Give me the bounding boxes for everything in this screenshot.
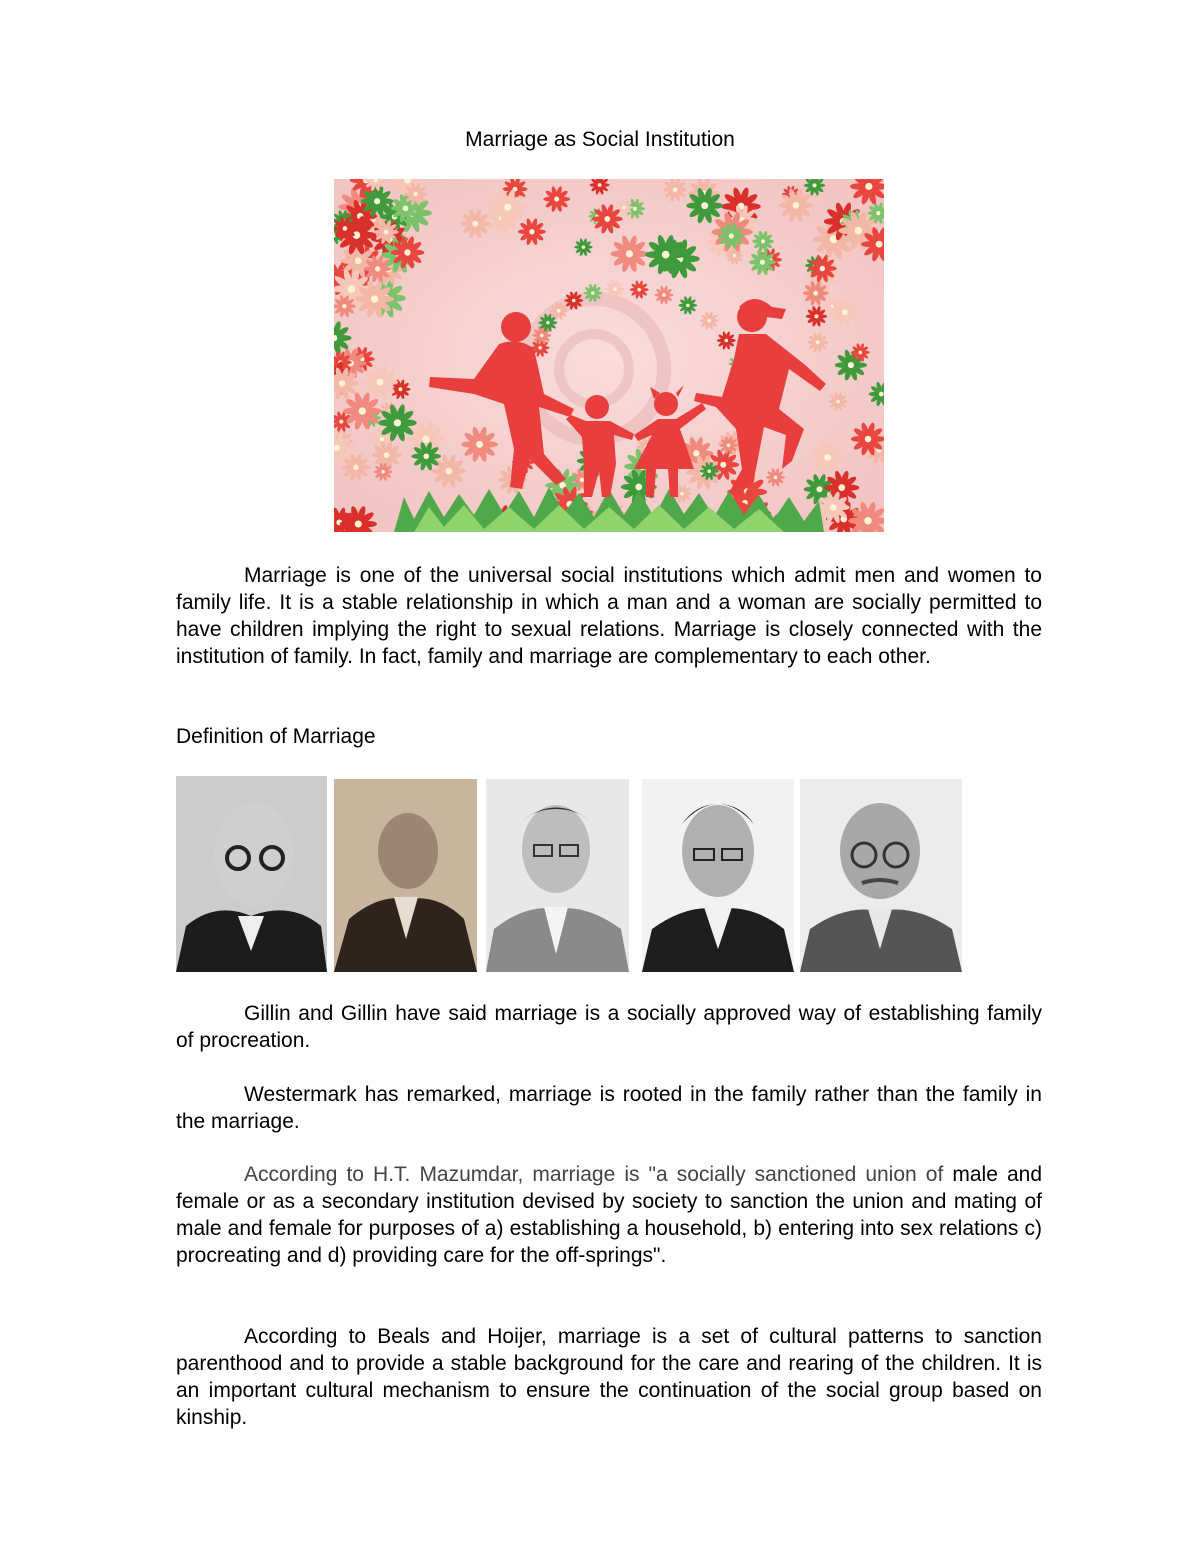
- portrait-photo-2: [334, 779, 477, 972]
- portrait-photo-3: [486, 779, 629, 972]
- gillin-paragraph: [176, 1000, 1042, 1054]
- section-heading: Definition of Marriage: [176, 725, 376, 748]
- beals-text: According to Beals and Hoijer, marriage is a set of cultural patterns to sanction parenthood and to provide a stable background for the care and rearing of the children. It is an important cultural mechanism to ensure the continuation of the social group based on kinship.: [176, 1325, 1042, 1429]
- mazumdar-lead-text: According to H.T. Mazumdar, marriage is "a socially sanctioned union of: [244, 1163, 944, 1186]
- mazumdar-paragraph: [176, 1161, 1042, 1269]
- portrait-photo-5: [800, 779, 962, 972]
- page-title: Marriage as Social Institution: [465, 128, 735, 151]
- hero-artwork: [334, 179, 884, 532]
- family-silhouette-illustration: [334, 179, 884, 532]
- gillin-text: Gillin and Gillin have said marriage is a socially approved way of establishing family of procreation.: [176, 1002, 1042, 1052]
- portrait-photo-4: [642, 779, 794, 972]
- intro-text: Marriage is one of the universal social institutions which admit men and women to family life. It is a stable relationship in which a man and a woman are socially permitted to have children implying the right to sexual relations. Marriage is closely connected with the institution of family. In fact, family and marriage are complementary to each other.: [176, 564, 1042, 668]
- intro-paragraph: [176, 562, 1042, 670]
- portrait-gallery: [176, 776, 966, 972]
- mazumdar-rest-text: male and female or as a secondary institution devised by society to sanction the union and mating of male and female for purposes of a) establishing a household, b) entering into sex relations c) procreating and d) providing care for the off-springs".: [176, 1163, 1042, 1267]
- portrait-photo-1: [176, 776, 327, 972]
- westermark-text: Westermark has remarked, marriage is rooted in the family rather than the family in the marriage.: [176, 1083, 1042, 1133]
- beals-paragraph: [176, 1323, 1042, 1431]
- westermark-paragraph: [176, 1081, 1042, 1135]
